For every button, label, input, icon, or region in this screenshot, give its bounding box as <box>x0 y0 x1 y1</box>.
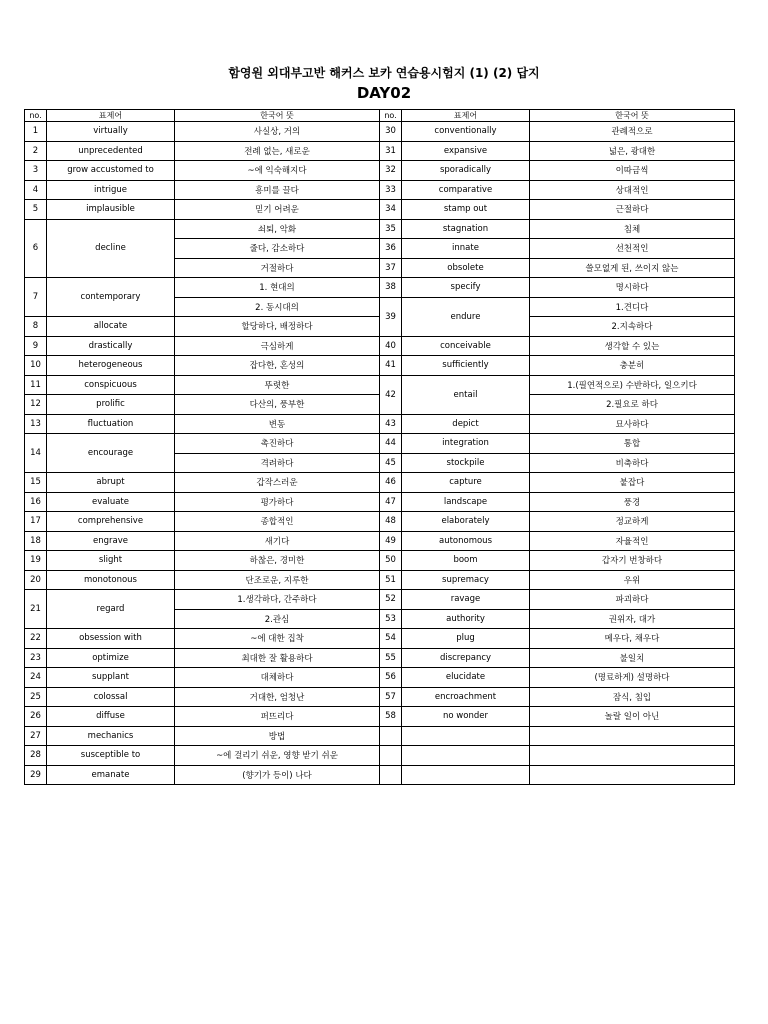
table-row <box>25 375 735 395</box>
cell-meaning-left: 종합적인 <box>175 512 380 532</box>
cell-word-right: ravage <box>402 590 530 610</box>
table-row <box>25 473 735 493</box>
cell-no-right: 47 <box>380 492 402 512</box>
cell-no-left: 11 <box>25 375 47 395</box>
cell-meaning-left: 사실상, 거의 <box>175 122 380 142</box>
cell-meaning-left: 2.관심 <box>175 609 380 629</box>
table-row <box>25 336 735 356</box>
cell-word-left: drastically <box>47 336 175 356</box>
table-row <box>25 531 735 551</box>
cell-no-right: 50 <box>380 551 402 571</box>
cell-word-right: stockpile <box>402 453 530 473</box>
cell-meaning-right: 묘사하다 <box>530 414 735 434</box>
table-row <box>25 141 735 161</box>
table-body <box>25 122 735 785</box>
cell-word-right: sufficiently <box>402 356 530 376</box>
cell-word-left: fluctuation <box>47 414 175 434</box>
cell-meaning-right <box>530 746 735 766</box>
cell-word-left: mechanics <box>47 726 175 746</box>
cell-meaning-right: 붙잡다 <box>530 473 735 493</box>
cell-word-left: optimize <box>47 648 175 668</box>
cell-no-right: 44 <box>380 434 402 454</box>
cell-no-left: 5 <box>25 200 47 220</box>
cell-word-left: comprehensive <box>47 512 175 532</box>
table-row <box>25 414 735 434</box>
table-row <box>25 746 735 766</box>
cell-no-right: 33 <box>380 180 402 200</box>
cell-no-left: 3 <box>25 161 47 181</box>
cell-meaning-left: 2. 동시대의 <box>175 297 380 317</box>
cell-no-right: 39 <box>380 297 402 336</box>
cell-meaning-right <box>530 726 735 746</box>
cell-word-right <box>402 765 530 785</box>
cell-word-right: autonomous <box>402 531 530 551</box>
cell-no-right: 58 <box>380 707 402 727</box>
cell-meaning-left: 흥미를 끌다 <box>175 180 380 200</box>
cell-meaning-right: 불일치 <box>530 648 735 668</box>
cell-word-right: landscape <box>402 492 530 512</box>
cell-meaning-right: 풍경 <box>530 492 735 512</box>
table-row <box>25 765 735 785</box>
cell-word-left: emanate <box>47 765 175 785</box>
cell-no-left: 8 <box>25 317 47 337</box>
cell-meaning-left: 평가하다 <box>175 492 380 512</box>
table-row <box>25 707 735 727</box>
table-row <box>25 122 735 142</box>
table-row <box>25 512 735 532</box>
cell-meaning-right: 통합 <box>530 434 735 454</box>
cell-no-left: 29 <box>25 765 47 785</box>
cell-no-left: 14 <box>25 434 47 473</box>
cell-word-left: monotonous <box>47 570 175 590</box>
cell-word-left: prolific <box>47 395 175 415</box>
cell-word-left: unprecedented <box>47 141 175 161</box>
cell-meaning-right: 파괴하다 <box>530 590 735 610</box>
cell-no-right <box>380 765 402 785</box>
cell-no-left: 28 <box>25 746 47 766</box>
cell-meaning-left: 1. 현대의 <box>175 278 380 298</box>
cell-no-right: 54 <box>380 629 402 649</box>
cell-meaning-left: 대체하다 <box>175 668 380 688</box>
header-no-left: no. <box>25 110 47 122</box>
cell-meaning-right: 1.(필연적으로) 수반하다, 일으키다 <box>530 375 735 395</box>
cell-word-right: sporadically <box>402 161 530 181</box>
cell-no-left: 18 <box>25 531 47 551</box>
cell-no-left: 9 <box>25 336 47 356</box>
cell-meaning-left: ~에 대한 집착 <box>175 629 380 649</box>
cell-no-right <box>380 726 402 746</box>
cell-word-right <box>402 746 530 766</box>
cell-no-left: 20 <box>25 570 47 590</box>
cell-meaning-left: 줄다, 감소하다 <box>175 239 380 259</box>
cell-no-right: 41 <box>380 356 402 376</box>
cell-word-right: obsolete <box>402 258 530 278</box>
cell-no-right: 32 <box>380 161 402 181</box>
cell-word-left: conspicuous <box>47 375 175 395</box>
cell-no-left: 15 <box>25 473 47 493</box>
cell-meaning-left: ~에 걸리기 쉬운, 영향 받기 쉬운 <box>175 746 380 766</box>
cell-meaning-left: 1.생각하다, 간주하다 <box>175 590 380 610</box>
cell-word-left: allocate <box>47 317 175 337</box>
cell-word-left: colossal <box>47 687 175 707</box>
cell-no-right: 46 <box>380 473 402 493</box>
cell-word-right: conventionally <box>402 122 530 142</box>
cell-word-right: expansive <box>402 141 530 161</box>
cell-meaning-right: 비축하다 <box>530 453 735 473</box>
cell-no-left: 7 <box>25 278 47 317</box>
cell-word-left: decline <box>47 219 175 278</box>
cell-meaning-left: 갑작스러운 <box>175 473 380 493</box>
cell-word-left: slight <box>47 551 175 571</box>
table-row <box>25 551 735 571</box>
cell-meaning-left: 격려하다 <box>175 453 380 473</box>
table-row <box>25 200 735 220</box>
cell-meaning-left: (향기가 등이) 나다 <box>175 765 380 785</box>
cell-word-right: elucidate <box>402 668 530 688</box>
cell-word-left: obsession with <box>47 629 175 649</box>
cell-word-right: plug <box>402 629 530 649</box>
cell-no-left: 10 <box>25 356 47 376</box>
cell-word-left: susceptible to <box>47 746 175 766</box>
cell-no-left: 1 <box>25 122 47 142</box>
cell-no-right: 53 <box>380 609 402 629</box>
cell-no-left: 17 <box>25 512 47 532</box>
cell-word-right: entail <box>402 375 530 414</box>
cell-no-left: 24 <box>25 668 47 688</box>
cell-no-right: 51 <box>380 570 402 590</box>
cell-word-right: authority <box>402 609 530 629</box>
cell-word-left: grow accustomed to <box>47 161 175 181</box>
cell-meaning-right: 상대적인 <box>530 180 735 200</box>
cell-meaning-left: 퍼뜨리다 <box>175 707 380 727</box>
cell-meaning-right: 1.견디다 <box>530 297 735 317</box>
table-row <box>25 161 735 181</box>
cell-word-left: evaluate <box>47 492 175 512</box>
cell-no-left: 27 <box>25 726 47 746</box>
cell-word-left: diffuse <box>47 707 175 727</box>
cell-meaning-right: 이따금씩 <box>530 161 735 181</box>
cell-word-right: no wonder <box>402 707 530 727</box>
header-word-left: 표제어 <box>47 110 175 122</box>
cell-no-left: 6 <box>25 219 47 278</box>
cell-no-right: 36 <box>380 239 402 259</box>
cell-word-right: supremacy <box>402 570 530 590</box>
cell-meaning-right: 잠식, 침입 <box>530 687 735 707</box>
cell-meaning-right: 침체 <box>530 219 735 239</box>
table-row <box>25 219 735 239</box>
header-word-right: 표제어 <box>402 110 530 122</box>
cell-meaning-left: 거절하다 <box>175 258 380 278</box>
cell-meaning-left: 새기다 <box>175 531 380 551</box>
table-row <box>25 278 735 298</box>
cell-meaning-right: 놀랄 일이 아닌 <box>530 707 735 727</box>
cell-word-right: stagnation <box>402 219 530 239</box>
cell-meaning-right: 선천적인 <box>530 239 735 259</box>
cell-word-right: specify <box>402 278 530 298</box>
cell-meaning-left: 방법 <box>175 726 380 746</box>
table-row <box>25 590 735 610</box>
cell-meaning-right: 2.지속하다 <box>530 317 735 337</box>
table-row <box>25 434 735 454</box>
cell-meaning-left: ~에 익숙해지다 <box>175 161 380 181</box>
cell-word-right: endure <box>402 297 530 336</box>
cell-no-right: 34 <box>380 200 402 220</box>
table-row <box>25 648 735 668</box>
table-row <box>25 356 735 376</box>
table-row <box>25 492 735 512</box>
cell-meaning-left: 믿기 어려운 <box>175 200 380 220</box>
table-row <box>25 687 735 707</box>
table-header-row <box>25 110 735 122</box>
cell-no-right: 31 <box>380 141 402 161</box>
cell-word-left: implausible <box>47 200 175 220</box>
cell-no-left: 22 <box>25 629 47 649</box>
cell-word-right: conceivable <box>402 336 530 356</box>
cell-no-left: 26 <box>25 707 47 727</box>
cell-meaning-left: 단조로운, 지루한 <box>175 570 380 590</box>
cell-meaning-right: 충분히 <box>530 356 735 376</box>
cell-no-left: 2 <box>25 141 47 161</box>
cell-meaning-left: 뚜렷한 <box>175 375 380 395</box>
cell-no-left: 16 <box>25 492 47 512</box>
cell-meaning-right: 넓은, 광대한 <box>530 141 735 161</box>
cell-meaning-right: 우위 <box>530 570 735 590</box>
table-row <box>25 668 735 688</box>
cell-word-right: stamp out <box>402 200 530 220</box>
page-subtitle: DAY02 <box>356 84 412 102</box>
cell-meaning-right: 정교하게 <box>530 512 735 532</box>
cell-no-right: 55 <box>380 648 402 668</box>
cell-meaning-left: 거대한, 엄청난 <box>175 687 380 707</box>
cell-word-left: engrave <box>47 531 175 551</box>
cell-meaning-left: 최대한 잘 활용하다 <box>175 648 380 668</box>
cell-word-left: heterogeneous <box>47 356 175 376</box>
cell-meaning-right: 갑자기 번창하다 <box>530 551 735 571</box>
cell-meaning-right: (명료하게) 설명하다 <box>530 668 735 688</box>
cell-word-left: regard <box>47 590 175 629</box>
cell-meaning-left: 할당하다, 배정하다 <box>175 317 380 337</box>
cell-meaning-left: 극심하게 <box>175 336 380 356</box>
cell-no-left: 12 <box>25 395 47 415</box>
cell-no-right: 52 <box>380 590 402 610</box>
cell-no-right: 35 <box>380 219 402 239</box>
page-title: 함영원 외대부고반 해커스 보카 연습용시험지 (1) (2) 답지 <box>228 66 540 80</box>
table-row <box>25 629 735 649</box>
cell-no-left: 19 <box>25 551 47 571</box>
cell-no-right <box>380 746 402 766</box>
cell-no-right: 42 <box>380 375 402 414</box>
cell-no-right: 40 <box>380 336 402 356</box>
cell-no-left: 23 <box>25 648 47 668</box>
cell-word-left: abrupt <box>47 473 175 493</box>
cell-no-right: 56 <box>380 668 402 688</box>
cell-word-left: supplant <box>47 668 175 688</box>
cell-meaning-right: 근절하다 <box>530 200 735 220</box>
cell-no-right: 49 <box>380 531 402 551</box>
cell-word-right: encroachment <box>402 687 530 707</box>
cell-word-left: virtually <box>47 122 175 142</box>
cell-word-left: contemporary <box>47 278 175 317</box>
cell-word-right: boom <box>402 551 530 571</box>
header-no-right: no. <box>380 110 402 122</box>
cell-word-right: comparative <box>402 180 530 200</box>
cell-no-left: 21 <box>25 590 47 629</box>
cell-word-left: intrigue <box>47 180 175 200</box>
cell-meaning-left: 다산의, 풍부한 <box>175 395 380 415</box>
cell-no-left: 4 <box>25 180 47 200</box>
cell-meaning-right: 생각할 수 있는 <box>530 336 735 356</box>
cell-no-right: 45 <box>380 453 402 473</box>
cell-word-right: discrepancy <box>402 648 530 668</box>
cell-no-left: 25 <box>25 687 47 707</box>
cell-meaning-right: 권위자, 대가 <box>530 609 735 629</box>
cell-no-right: 38 <box>380 278 402 298</box>
cell-meaning-right: 쓸모없게 된, 쓰이지 않는 <box>530 258 735 278</box>
header-meaning-right: 한국어 뜻 <box>530 110 735 122</box>
cell-meaning-right: 관례적으로 <box>530 122 735 142</box>
vocabulary-table <box>24 109 735 785</box>
cell-word-right: integration <box>402 434 530 454</box>
cell-meaning-left: 하찮은, 경미한 <box>175 551 380 571</box>
cell-meaning-right <box>530 765 735 785</box>
table-row <box>25 726 735 746</box>
table-row <box>25 570 735 590</box>
cell-meaning-right: 메우다, 채우다 <box>530 629 735 649</box>
cell-meaning-right: 2.필요로 하다 <box>530 395 735 415</box>
cell-no-left: 13 <box>25 414 47 434</box>
cell-no-right: 37 <box>380 258 402 278</box>
header-meaning-left: 한국어 뜻 <box>175 110 380 122</box>
cell-word-right: depict <box>402 414 530 434</box>
cell-meaning-left: 쇠퇴, 악화 <box>175 219 380 239</box>
cell-no-right: 43 <box>380 414 402 434</box>
cell-word-left: encourage <box>47 434 175 473</box>
cell-word-right: innate <box>402 239 530 259</box>
cell-no-right: 30 <box>380 122 402 142</box>
cell-meaning-left: 촉진하다 <box>175 434 380 454</box>
cell-word-right: capture <box>402 473 530 493</box>
cell-meaning-left: 잡다한, 혼성의 <box>175 356 380 376</box>
cell-word-right <box>402 726 530 746</box>
cell-meaning-right: 자율적인 <box>530 531 735 551</box>
cell-meaning-left: 전례 없는, 새로운 <box>175 141 380 161</box>
cell-no-right: 48 <box>380 512 402 532</box>
cell-meaning-right: 명시하다 <box>530 278 735 298</box>
cell-word-right: elaborately <box>402 512 530 532</box>
table-row <box>25 180 735 200</box>
cell-no-right: 57 <box>380 687 402 707</box>
cell-meaning-left: 변동 <box>175 414 380 434</box>
